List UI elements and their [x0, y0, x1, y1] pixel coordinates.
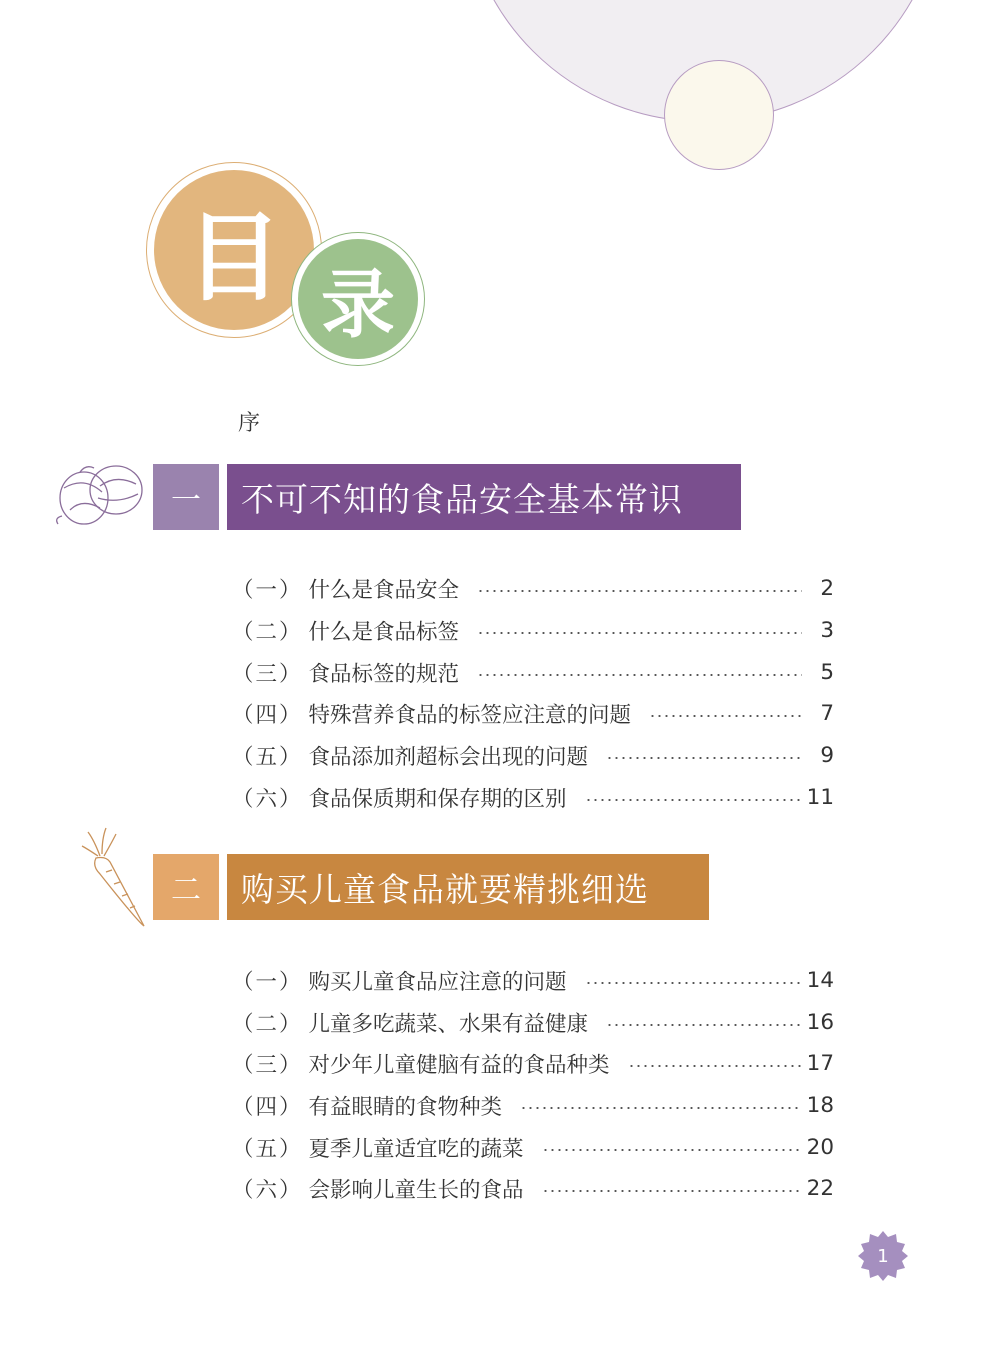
toc-entry[interactable]: [232, 781, 834, 813]
section-title[interactable]: 不可不知的食品安全基本常识: [227, 464, 741, 530]
toc-entry-title: 特殊营养食品的标签应注意的问题: [308, 702, 632, 728]
toc-entry-title: 购买儿童食品应注意的问题: [308, 969, 567, 995]
toc-entry[interactable]: [232, 964, 834, 996]
toc-leader-dots: [649, 715, 802, 717]
toc-leader-dots: [477, 590, 802, 592]
toc-entry-title: 儿童多吃蔬菜、水果有益健康: [308, 1011, 589, 1037]
toc-preface[interactable]: 序: [238, 411, 261, 436]
toc-leader-dots: [542, 1190, 801, 1192]
toc-leader-dots: [606, 757, 802, 759]
toc-leader-dots: [585, 982, 801, 984]
toc-entry-number: （三）: [232, 1052, 303, 1078]
toc-entry-page: 5: [820, 659, 834, 685]
decorative-small-circle: [664, 60, 774, 170]
toc-entry-number: （一）: [232, 577, 303, 603]
plum-illustration-icon: [50, 458, 150, 534]
toc-entry-number: （五）: [232, 744, 303, 770]
toc-entry[interactable]: [232, 614, 834, 646]
toc-entry-title: 会影响儿童生长的食品: [308, 1177, 524, 1203]
title-char-mu: 目: [154, 170, 314, 330]
toc-entry-number: （四）: [232, 1094, 303, 1120]
toc-entry-title: 夏季儿童适宜吃的蔬菜: [308, 1136, 524, 1162]
toc-entry-page: 20: [806, 1134, 834, 1160]
toc-entry-title: 对少年儿童健脑有益的食品种类: [308, 1052, 610, 1078]
toc-entry[interactable]: [232, 1131, 834, 1163]
toc-entry-page: 18: [806, 1092, 834, 1118]
toc-entry[interactable]: [232, 1089, 834, 1121]
toc-entry[interactable]: [232, 656, 834, 688]
toc-entry[interactable]: [232, 697, 834, 729]
toc-entry-title: 什么是食品标签: [308, 619, 460, 645]
toc-entry-title: 什么是食品安全: [308, 577, 460, 603]
toc-leader-dots: [542, 1149, 801, 1151]
toc-entry-page: 9: [820, 742, 834, 768]
toc-entry[interactable]: [232, 572, 834, 604]
toc-entry-page: 17: [806, 1050, 834, 1076]
toc-entry[interactable]: [232, 1006, 834, 1038]
toc-entry[interactable]: [232, 1047, 834, 1079]
carrot-illustration-icon: [78, 826, 154, 932]
toc-entry-title: 食品标签的规范: [308, 661, 460, 687]
toc-entry-page: 22: [806, 1175, 834, 1201]
toc-entry-number: （六）: [232, 786, 303, 812]
toc-entry-number: （五）: [232, 1136, 303, 1162]
toc-entry[interactable]: [232, 739, 834, 771]
toc-entry-page: 7: [820, 700, 834, 726]
page-number: 1: [877, 1245, 889, 1267]
toc-entry-page: 16: [806, 1009, 834, 1035]
toc-entry-title: 食品添加剂超标会出现的问题: [308, 744, 589, 770]
toc-leader-dots: [477, 674, 802, 676]
section-title[interactable]: 购买儿童食品就要精挑细选: [227, 854, 709, 920]
toc-entry-number: （二）: [232, 1011, 303, 1037]
toc-leader-dots: [477, 632, 802, 634]
toc-entry-page: 14: [806, 967, 834, 993]
toc-leader-dots: [628, 1065, 801, 1067]
toc-entry-number: （三）: [232, 661, 303, 687]
toc-leader-dots: [520, 1107, 801, 1109]
toc-entry-number: （二）: [232, 619, 303, 645]
toc-entry-number: （六）: [232, 1177, 303, 1203]
section-number-badge: 二: [153, 854, 219, 920]
toc-entry-page: 3: [820, 617, 834, 643]
toc-entry-title: 食品保质期和保存期的区别: [308, 786, 567, 812]
toc-entry-title: 有益眼睛的食物种类: [308, 1094, 503, 1120]
toc-leader-dots: [606, 1024, 801, 1026]
toc-entry-page: 2: [820, 575, 834, 601]
section-number-badge: 一: [153, 464, 219, 530]
toc-leader-dots: [585, 799, 801, 801]
toc-entry[interactable]: [232, 1172, 834, 1204]
title-char-lu: 录: [298, 239, 418, 359]
page-number-badge: [856, 1229, 910, 1283]
toc-entry-page: 11: [806, 784, 834, 810]
toc-entry-number: （一）: [232, 969, 303, 995]
toc-entry-number: （四）: [232, 702, 303, 728]
